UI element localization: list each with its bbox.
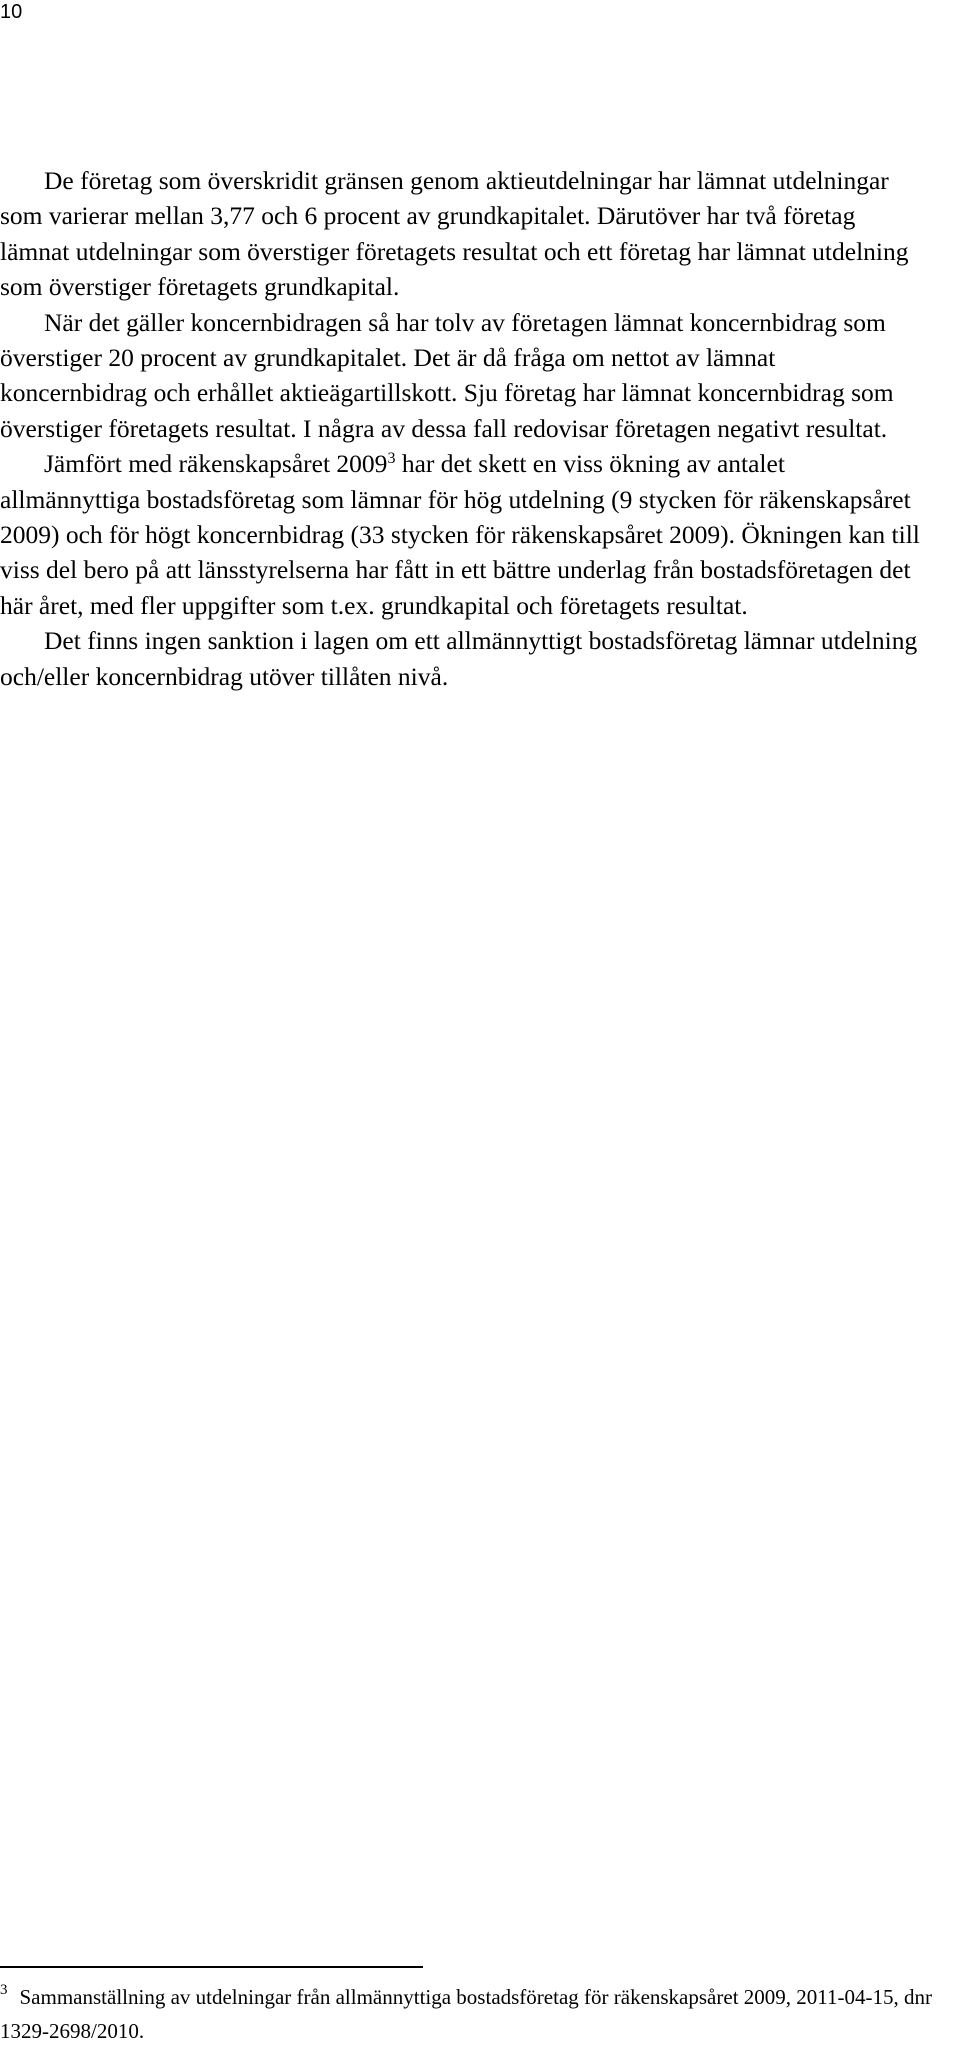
paragraph-group-contributions: När det gäller koncernbidragen så har tolv av företagen lämnat koncernbidrag som överstiger 20 procent av grundkapitalet. Det är då fråga om nettot av lämnat koncernbidrag och erhållet aktieägartillskott. Sju företag har lämnat koncernbidrag som överstiger företagets resultat. I några av dessa fall redovisar företagen negativt resultat. [0,307,894,443]
footnote-divider [0,1966,423,1968]
footnote [0,1980,940,2048]
paragraph-comparison-2009 [0,446,925,623]
body-text [0,163,925,694]
paragraph-sanction: Det finns ingen sanktion i lagen om ett allmännyttigt bostadsföretag lämnar utdelning och/eller koncernbidrag utöver tillåten nivå. [0,626,918,691]
page-number: 10 [0,1,23,23]
footnote-reference: 3 [387,450,396,468]
paragraph-comparison-start: Jämfört med räkenskapsåret 2009 [44,449,388,479]
paragraph-comparison-rest: har det skett en viss ökning av antalet allmännyttiga bostadsföretag som lämnar för hög utdelning (9 stycken för räkenskapsåret 2009) och för högt koncernbidrag (33 stycken för räkenskapsåret 2009). Ökningen kan till viss del bero på att länsstyrelserna har fått in ett bättre underlag från bostadsföretagen det här året, med fler uppgifter som t.ex. grundkapital och företagets resultat. [0,449,920,620]
paragraph-dividends: De företag som överskridit gränsen genom aktieutdelningar har lämnat utdelningar som varierar mellan 3,77 och 6 procent av grundkapitalet. Därutöver har två företag lämnat utdelningar som överstiger företagets resultat och ett företag har lämnat utdelning som överstiger företagets grundkapital. [0,166,909,302]
footnote-number: 3 [0,1982,8,1999]
footnote-text: Sammanställning av utdelningar från allmännyttiga bostadsföretag för räkenskapsåret 2009, 2011-04-15, dnr 1329-2698/2010. [0,1985,932,2043]
